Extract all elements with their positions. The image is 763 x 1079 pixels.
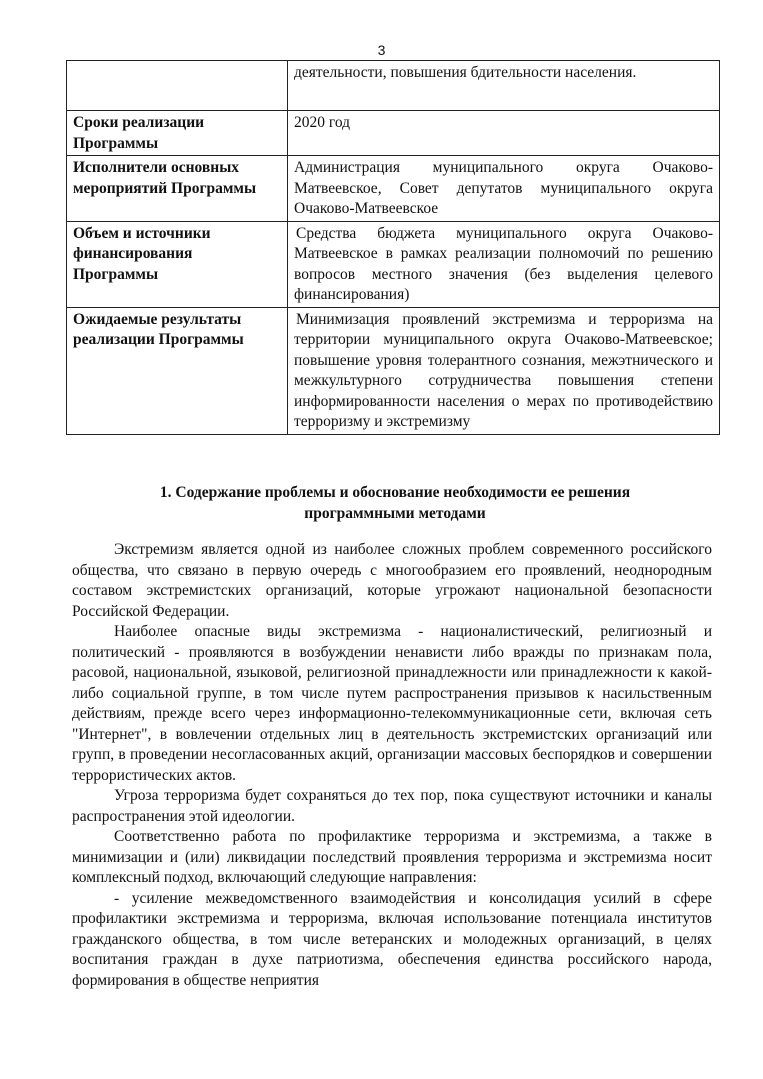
row-label	[67, 61, 288, 111]
row-value: 2020 год	[288, 111, 720, 156]
row-label: Ожидаемые результаты реализации Программы	[67, 307, 288, 434]
table-row	[67, 111, 720, 156]
paragraph: Экстремизм является одной из наиболее сложных проблем современного российского общества, что связано в первую очередь с многообразием его проявлений, неоднородным составом экстремистских организаций, которые угрожают национальной безопасности Российской Федерации.	[72, 541, 712, 620]
section-body	[72, 540, 712, 991]
table-row	[67, 307, 720, 434]
table-row	[67, 221, 720, 307]
row-value: деятельности, повышения бдительности населения.	[288, 61, 720, 111]
table-row	[67, 156, 720, 222]
section-heading: 1. Содержание проблемы и обоснование необходимости ее решения программными методами	[159, 484, 631, 522]
paragraph: Наиболее опасные виды экстремизма - националистический, религиозный и политический - проявляются в возбуждении ненависти либо вражды по признакам пола, расовой, национальной, языковой, религиозной принадлежности или принадлежности к какой-либо социальной группе, в том числе путем распространения призывов к насильственным действиям, прежде всего через информационно-телекоммуникационные сети, включая сеть "Интернет", в вовлечении отдельных лиц в деятельность экстремистских организаций или групп, в проведении несогласованных акций, организации массовых беспорядков и совершении террористических актов.	[72, 623, 712, 784]
paragraph: Угроза терроризма будет сохраняться до тех пор, пока существуют источники и каналы распространения этой идеологии.	[72, 787, 712, 825]
table-row	[67, 61, 720, 111]
row-label: Объем и источники финансирования Программы	[67, 221, 288, 307]
page-number: 3	[377, 42, 386, 58]
row-label: Сроки реализации Программы	[67, 111, 288, 156]
row-value: Администрация муниципального округа Очаково-Матвеевское, Совет депутатов муниципального округа Очаково-Матвеевское	[288, 156, 720, 222]
row-value: Минимизация проявлений экстремизма и терроризма на территории муниципального округа Очаково-Матвеевское; повышение уровня толерантного сознания, межэтнического и межкультурного сотрудничества повышения степени информированности населения о мерах по противодействию терроризму и экстремизму	[288, 307, 720, 434]
row-label: Исполнители основных мероприятий Программы	[67, 156, 288, 222]
paragraph: Соответственно работа по профилактике терроризма и экстремизма, а также в минимизации и (или) ликвидации последствий проявления терроризма и экстремизма носит комплексный подход, включающий следующие направления:	[72, 828, 712, 886]
paragraph: - усиление межведомственного взаимодействия и консолидация усилий в сфере профилактики экстремизма и терроризма, включая использование потенциала институтов гражданского общества, в том числе ветеранских и молодежных организаций, в целях воспитания граждан в духе патриотизма, обеспечения единства российского народа, формирования в обществе неприятия	[72, 889, 712, 989]
program-passport-table	[66, 60, 720, 435]
row-value: Средства бюджета муниципального округа Очаково-Матвеевское в рамках реализации полномочий по решению вопросов местного значения (без выделения целевого финансирования)	[288, 221, 720, 307]
